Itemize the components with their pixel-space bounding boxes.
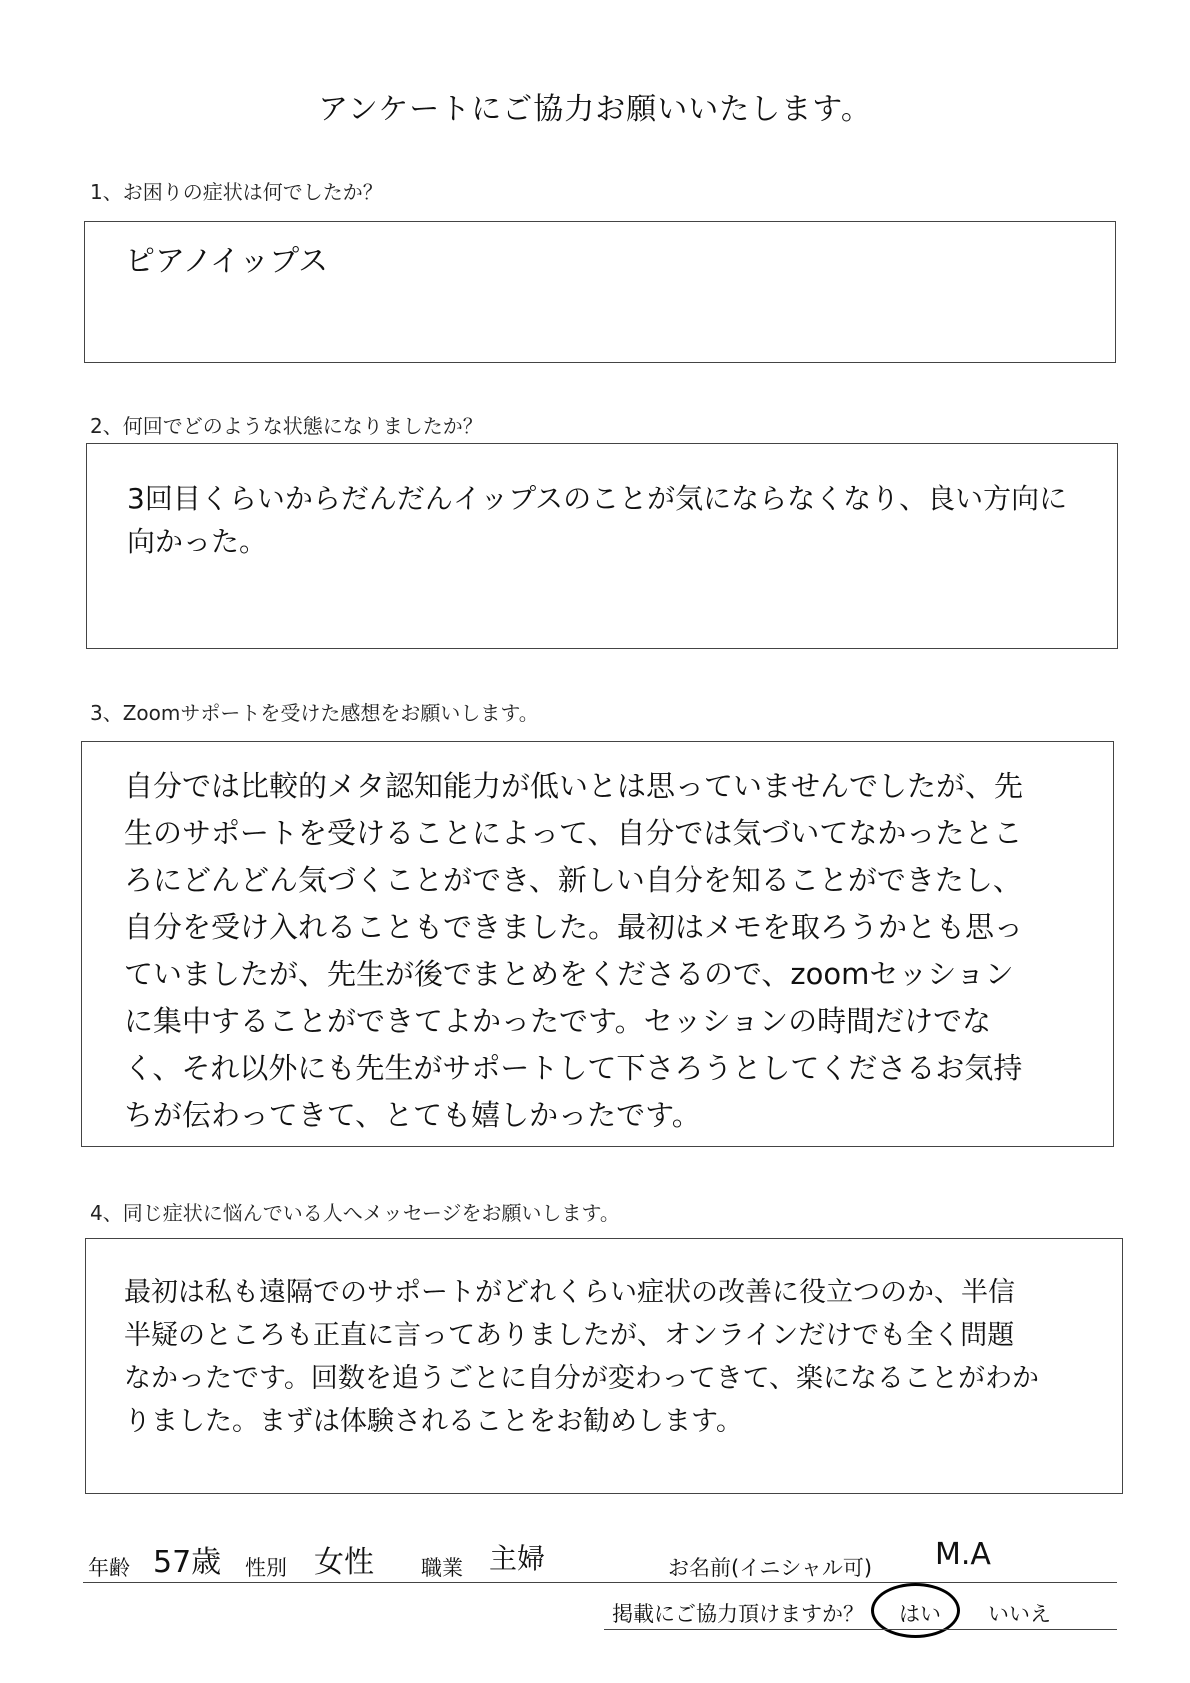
answer-2-line: 向かった。 xyxy=(127,525,268,558)
answer-2-box xyxy=(86,443,1118,649)
answer-3-line: 自分を受け入れることもできました。最初はメモを取ろうかとも思っ xyxy=(124,910,1024,944)
question-1-label: 1、お困りの症状は何でしたか？ xyxy=(90,180,383,204)
answer-2-text xyxy=(127,477,1097,563)
answer-3-line: 生のサポートを受けることによって、自分では気づいてなかったとこ xyxy=(124,816,1023,850)
answer-3-line: ちが伝わってきて、とても嬉しかったです。 xyxy=(124,1098,701,1132)
answer-4-box xyxy=(85,1238,1123,1494)
occupation-label: 職業 xyxy=(421,1556,463,1580)
answer-4-line: なかったです。回数を追うごとに自分が変わってきて、楽になることがわか xyxy=(124,1363,1040,1394)
answer-4-text xyxy=(124,1271,1109,1443)
page-title: アンケートにご協力お願いいたします。 xyxy=(318,92,872,127)
name-label: お名前(イニシャル可) xyxy=(668,1556,873,1580)
publish-question: 掲載にご協力頂けますか？ xyxy=(612,1602,864,1626)
publish-yes-option[interactable]: はい xyxy=(899,1602,941,1626)
question-2-label: 2、何回でどのような状態になりましたか？ xyxy=(90,414,483,438)
answer-3-line: ていましたが、先生が後でまとめをくださるので、zoomセッション xyxy=(124,957,1014,991)
answer-4-line: 半疑のところも正直に言ってありましたが、オンラインだけでも全く問題 xyxy=(124,1320,1015,1351)
publish-divider xyxy=(604,1629,1117,1630)
publish-no-option[interactable]: いいえ xyxy=(988,1602,1051,1626)
question-3-label: 3、Zoomサポートを受けた感想をお願いします。 xyxy=(90,701,539,725)
occupation-value: 主婦 xyxy=(489,1542,546,1575)
answer-3-box xyxy=(81,741,1114,1147)
answer-2-line: 3回目くらいからだんだんイップスのことが気にならなくなり、良い方向に xyxy=(127,482,1068,515)
footer-divider xyxy=(83,1582,1117,1583)
age-value: 57歳 xyxy=(153,1545,222,1580)
gender-value: 女性 xyxy=(314,1545,374,1580)
answer-4-line: 最初は私も遠隔でのサポートがどれくらい症状の改善に役立つのか、半信 xyxy=(124,1277,1015,1308)
answer-3-line: く、それ以外にも先生がサポートして下さろうとしてくださるお気持 xyxy=(124,1051,1023,1085)
answer-1-line: ピアノイップス xyxy=(125,244,329,279)
answer-4-line: りました。まずは体験されることをお勧めします。 xyxy=(124,1406,743,1437)
answer-3-line: に集中することができてよかったです。セッションの時間だけでな xyxy=(124,1004,992,1038)
name-value: M.A xyxy=(935,1537,991,1572)
gender-label: 性別 xyxy=(245,1556,287,1580)
age-label: 年齢 xyxy=(88,1556,130,1580)
answer-3-line: 自分では比較的メタ認知能力が低いとは思っていませんでしたが、先 xyxy=(124,769,1024,803)
answer-3-text xyxy=(124,763,1099,1139)
question-4-label: 4、同じ症状に悩んでいる人へメッセージをお願いします。 xyxy=(90,1201,620,1225)
answer-1-box xyxy=(84,221,1116,363)
answer-3-line: ろにどんどん気づくことができ、新しい自分を知ることができたし、 xyxy=(124,863,1022,897)
